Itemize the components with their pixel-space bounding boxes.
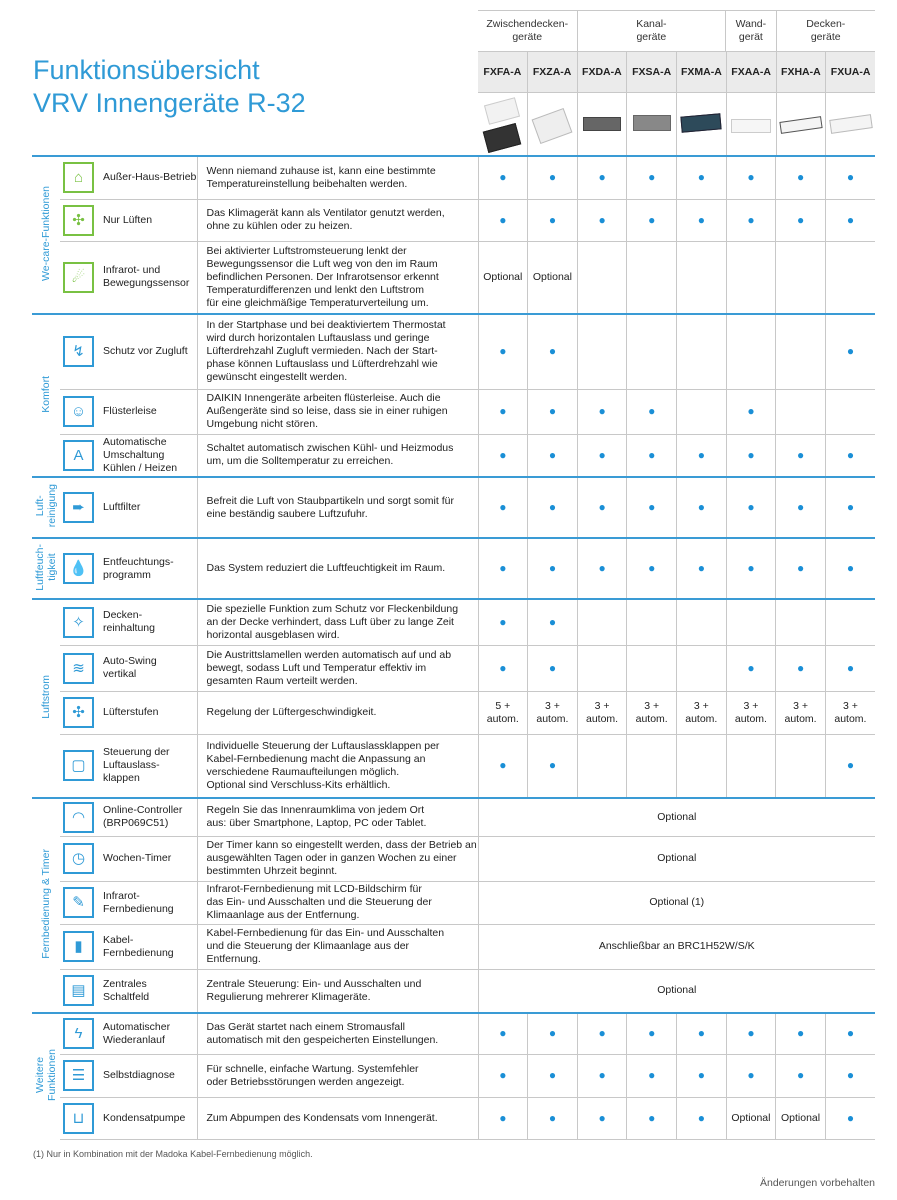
model-name: FXHA-A [776,52,826,92]
availability-cell [677,241,727,314]
function-name: Kabel- Fernbedienung [97,924,197,969]
product-image-cell [676,93,726,157]
function-name: Decken- reinhaltung [97,599,197,645]
function-name: Außer-Haus-Betrieb [97,156,197,199]
availability-cell: ● [825,1054,875,1097]
availability-cell: ● [577,156,627,199]
availability-cell [776,389,826,434]
dry-drops-icon: 💧 [63,553,94,584]
availability-cell: ● [577,538,627,599]
table-row [32,389,875,434]
product-image [779,116,822,134]
availability-cell: ● [726,1013,776,1054]
availability-cell [677,599,727,645]
availability-cell: ● [825,734,875,798]
table-row [32,836,875,881]
availability-cell: ● [627,538,677,599]
auto-changeover-icon: A [63,440,94,471]
function-name: Lüfterstufen [97,691,197,734]
function-table [32,155,875,1140]
icon-cell [60,1054,97,1097]
icon-cell [60,645,97,691]
availability-cell: ● [478,599,528,645]
availability-cell [677,734,727,798]
availability-cell: 3 + autom. [726,691,776,734]
central-control-icon: ▤ [63,975,94,1006]
product-image-cell [776,93,826,157]
function-name: Auto-Swing vertikal [97,645,197,691]
availability-cell: ● [577,434,627,477]
availability-cell: ● [726,199,776,241]
section-label [32,156,60,314]
availability-cell: ● [825,199,875,241]
availability-cell [776,599,826,645]
availability-cell: Optional [776,1097,826,1139]
product-image [681,113,722,132]
availability-cell [577,314,627,389]
availability-cell: 3 + autom. [677,691,727,734]
availability-cell: ● [528,156,578,199]
availability-cell: ● [677,434,727,477]
availability-cell: ● [528,538,578,599]
function-description: Der Timer kann so eingestellt werden, dass der Betrieb an ausgewählten Tagen oder in ganzen Wochen zu einer bestimmten Uhrzeit beginnt. [197,836,478,881]
availability-cell: ● [478,389,528,434]
section-label [32,798,60,1013]
availability-cell: ● [677,1097,727,1139]
section-label-text: Luftfeuch- tigkeit [34,543,58,591]
availability-cell [726,314,776,389]
page-title [33,54,306,120]
model-name: FXSA-A [626,52,676,92]
availability-cell: 3 + autom. [776,691,826,734]
online-controller-icon: ◠ [63,802,94,833]
group-header: Decken- geräte [776,11,876,51]
ceiling-soiling-icon: ✧ [63,607,94,638]
availability-cell: ● [478,199,528,241]
draft-prevention-icon: ↯ [63,336,94,367]
group-header-row [478,10,875,51]
availability-cell: ● [726,389,776,434]
availability-cell: ● [726,538,776,599]
wired-remote-icon: ▮ [63,931,94,962]
table-row [32,599,875,645]
function-description: Das Klimagerät kann als Ventilator genutzt werden, ohne zu kühlen oder zu heizen. [197,199,478,241]
fan-speed-icon: ✣ [63,697,94,728]
availability-cell: 3 + autom. [627,691,677,734]
house-key-icon: ⌂ [63,162,94,193]
availability-cell: ● [627,1097,677,1139]
availability-cell: ● [776,538,826,599]
availability-cell: ● [726,477,776,538]
table-row [32,798,875,836]
table-row [32,645,875,691]
availability-cell [627,645,677,691]
table-row [32,477,875,538]
footnote: (1) Nur in Kombination mit der Madoka Kabel-Fernbedienung möglich. [33,1149,313,1159]
air-filter-icon: ➨ [63,492,94,523]
availability-cell: ● [577,1097,627,1139]
table-row [32,924,875,969]
function-name: Kondensatpumpe [97,1097,197,1139]
function-description: Individuelle Steuerung der Luftauslassklappen per Kabel-Fernbedienung macht die Anpassung an verschiedene Raumaufteilungen möglich. Optional sind Verschluss-Kits erhältlich. [197,734,478,798]
product-image [532,108,573,144]
availability-cell: ● [528,389,578,434]
availability-all-models: Optional [478,836,875,881]
icon-cell [60,599,97,645]
availability-cell: ● [677,538,727,599]
function-name: Entfeuchtungs- programm [97,538,197,599]
function-description: Infrarot-Fernbedienung mit LCD-Bildschirm für das Ein- und Ausschalten und die Steuerung der Klimaanlage aus der Entfernung. [197,881,478,924]
icon-cell [60,434,97,477]
availability-cell: ● [627,1013,677,1054]
availability-cell: ● [776,1054,826,1097]
function-name: Selbstdiagnose [97,1054,197,1097]
section-label-text: Fernbedienung & Timer [40,849,52,959]
availability-cell: ● [627,389,677,434]
group-header: Kanal- geräte [577,11,726,51]
drain-pump-icon: ⊔ [63,1103,94,1134]
icon-cell [60,477,97,538]
function-name: Wochen-Timer [97,836,197,881]
product-image-cell [825,93,875,157]
availability-cell: ● [528,314,578,389]
function-description: Kabel-Fernbedienung für das Ein- und Ausschalten und die Steuerung der Klimaanlage aus der Entfernung. [197,924,478,969]
availability-cell: ● [577,1054,627,1097]
table-row [32,199,875,241]
availability-cell: ● [825,1013,875,1054]
availability-cell: ● [776,1013,826,1054]
table-row [32,538,875,599]
section-label [32,314,60,477]
availability-cell [577,241,627,314]
section-label-text: Weitere Funktionen [34,1049,58,1101]
availability-cell [627,314,677,389]
availability-all-models: Anschließbar an BRC1H52W/S/K [478,924,875,969]
section-label-text: Luftstrom [40,675,52,719]
availability-cell: ● [776,645,826,691]
availability-cell: ● [825,434,875,477]
availability-cell: 5 + autom. [478,691,528,734]
motion-sensor-icon: ☄ [63,262,94,293]
icon-cell [60,538,97,599]
icon-cell [60,734,97,798]
availability-cell: ● [478,477,528,538]
function-description: Befreit die Luft von Staubpartikeln und sorgt somit für eine beständig saubere Luftzufuhr. [197,477,478,538]
function-description: Regelung der Lüftergeschwindigkeit. [197,691,478,734]
availability-cell [726,599,776,645]
availability-cell [776,314,826,389]
group-header: Zwischendecken- geräte [486,18,569,43]
availability-cell: ● [478,538,528,599]
availability-cell: ● [528,599,578,645]
availability-cell: ● [776,477,826,538]
availability-all-models: Optional [478,798,875,836]
icon-cell [60,389,97,434]
availability-cell [627,241,677,314]
availability-cell: ● [677,199,727,241]
function-description: Die Austrittslamellen werden automatisch auf und ab bewegt, sodass Luft und Temperatur effektiv im gesamten Raum verteilt werden. [197,645,478,691]
availability-cell: ● [528,199,578,241]
model-name: FXFA-A [483,66,522,78]
function-name: Automatischer Wiederanlauf [97,1013,197,1054]
availability-cell: 3 + autom. [577,691,627,734]
auto-swing-icon: ≋ [63,653,94,684]
model-name: FXUA-A [825,52,875,92]
table-row [32,1097,875,1139]
availability-cell: ● [776,199,826,241]
function-name: Schutz vor Zugluft [97,314,197,389]
availability-cell [726,734,776,798]
model-name: FXZA-A [527,52,577,92]
availability-cell: Optional [528,241,578,314]
availability-cell: ● [478,1097,528,1139]
availability-cell: ● [726,434,776,477]
model-header-row [478,51,875,92]
table-row [32,969,875,1013]
function-description: Für schnelle, einfache Wartung. Systemfehler oder Betriebsstörungen werden angezeigt. [197,1054,478,1097]
table-row [32,881,875,924]
disclaimer: Änderungen vorbehalten [759,1177,875,1189]
section-label-text: Luft- reinigung [34,484,58,528]
availability-cell: ● [478,1054,528,1097]
availability-cell: ● [478,1013,528,1054]
availability-cell: ● [478,434,528,477]
product-image [483,123,522,153]
availability-cell: ● [825,477,875,538]
function-name: Automatische Umschaltung Kühlen / Heizen [97,434,197,477]
model-name: FXMA-A [676,52,726,92]
availability-cell: ● [528,1013,578,1054]
section-label [32,538,60,599]
product-image-row [478,92,875,157]
icon-cell [60,836,97,881]
availability-cell [577,734,627,798]
icon-cell [60,199,97,241]
flap-control-icon: ▢ [63,750,94,781]
auto-restart-icon: ϟ [63,1018,94,1049]
model-header [478,10,875,157]
product-image [829,114,873,134]
availability-cell: ● [528,734,578,798]
weekly-timer-icon: ◷ [63,843,94,874]
section-label-text: We-care-Funktionen [40,186,52,281]
availability-all-models: Optional (1) [478,881,875,924]
icon-cell [60,241,97,314]
function-description: Die spezielle Funktion zum Schutz vor Fleckenbildung an der Decke verhindert, dass Luft über zu lange Zeit horizontal ausgeblasen wird. [197,599,478,645]
icon-cell [60,314,97,389]
section-label-text: Komfort [40,375,52,413]
availability-cell: ● [478,156,528,199]
table-row [32,241,875,314]
model-name: FXAA-A [726,52,776,92]
availability-cell: ● [627,434,677,477]
table-row [32,156,875,199]
availability-cell: ● [577,1013,627,1054]
availability-cell: ● [577,389,627,434]
availability-cell [627,734,677,798]
availability-cell: ● [528,1097,578,1139]
availability-cell: 3 + autom. [528,691,578,734]
function-description: Zentrale Steuerung: Ein- und Ausschalten und Regulierung mehrerer Klimageräte. [197,969,478,1013]
availability-cell: ● [478,314,528,389]
product-image [484,97,520,125]
availability-cell: ● [677,1054,727,1097]
availability-cell [825,599,875,645]
availability-cell: ● [627,156,677,199]
function-name: Infrarot- und Bewegungssensor [97,241,197,314]
availability-cell: ● [825,156,875,199]
availability-cell [577,645,627,691]
section-label [32,1013,60,1139]
function-name: Zentrales Schaltfeld [97,969,197,1013]
availability-cell: ● [528,434,578,477]
title-line-2: VRV Innengeräte R-32 [33,88,306,118]
function-name: Nur Lüften [97,199,197,241]
section-label [32,477,60,538]
availability-cell [677,314,727,389]
availability-cell: ● [528,645,578,691]
product-image [731,119,771,133]
availability-cell [776,241,826,314]
availability-cell: ● [726,645,776,691]
availability-cell: ● [825,314,875,389]
availability-cell: ● [627,199,677,241]
section-label [32,599,60,798]
title-line-1: Funktionsübersicht [33,55,260,85]
availability-cell: ● [726,1054,776,1097]
icon-cell [60,1097,97,1139]
function-description: Schaltet automatisch zwischen Kühl- und Heizmodus um, um die Solltemperatur zu erreichen. [197,434,478,477]
availability-cell [825,389,875,434]
availability-cell: ● [677,477,727,538]
availability-cell: ● [577,477,627,538]
product-image-cell [577,93,627,157]
availability-cell: Optional [726,1097,776,1139]
availability-cell: ● [726,156,776,199]
function-name: Online-Controller (BRP069C51) [97,798,197,836]
icon-cell [60,881,97,924]
self-diagnosis-icon: ☰ [63,1060,94,1091]
availability-cell [825,241,875,314]
availability-cell: ● [528,477,578,538]
function-description: In der Startphase und bei deaktiviertem Thermostat wird durch horizontalen Luftauslass und geringe Lüfterdrehzahl Zugluft vermieden. Nach der Start- phase können Luftauslass und Lüfterdrehzahl wie gewünscht eingestellt werden. [197,314,478,389]
availability-cell [577,599,627,645]
availability-cell: ● [627,477,677,538]
availability-cell [726,241,776,314]
group-header: Wand- gerät [725,11,775,51]
product-image [583,117,621,131]
availability-cell: ● [825,1097,875,1139]
function-description: Das Gerät startet nach einem Stromausfall automatisch mit den gespeicherten Einstellungen. [197,1013,478,1054]
table-row [32,434,875,477]
table-row [32,1054,875,1097]
availability-cell: ● [677,156,727,199]
icon-cell [60,924,97,969]
table-row [32,314,875,389]
product-image-cell [626,93,676,157]
icon-cell [60,969,97,1013]
product-image-cell [726,93,776,157]
availability-cell: ● [825,645,875,691]
function-name: Infrarot- Fernbedienung [97,881,197,924]
infrared-remote-icon: ✎ [63,887,94,918]
function-name: Luftfilter [97,477,197,538]
availability-cell: ● [677,1013,727,1054]
availability-cell: ● [478,734,528,798]
function-name: Flüsterleise [97,389,197,434]
table-row [32,1013,875,1054]
whisper-face-icon: ☺ [63,396,94,427]
function-description: Zum Abpumpen des Kondensats vom Innengerät. [197,1097,478,1139]
product-image-cell [527,93,577,157]
table-row [32,691,875,734]
function-name: Steuerung der Luftauslass- klappen [97,734,197,798]
availability-cell: ● [627,1054,677,1097]
availability-cell: ● [577,199,627,241]
product-image-cell [478,93,527,157]
icon-cell [60,156,97,199]
availability-cell: ● [776,434,826,477]
availability-cell: 3 + autom. [825,691,875,734]
function-description: Regeln Sie das Innenraumklima von jedem Ort aus: über Smartphone, Laptop, PC oder Tablet. [197,798,478,836]
availability-cell [677,645,727,691]
function-description: Bei aktivierter Luftstromsteuerung lenkt der Bewegungssensor die Luft weg von den im Raum befindlichen Personen. Der Infrarotsensor erkennt Temperaturdifferenzen und lenkt den Luftstrom für eine gleichmäßige Temperaturverteilung um. [197,241,478,314]
icon-cell [60,691,97,734]
availability-cell [776,734,826,798]
availability-cell: ● [776,156,826,199]
availability-cell: Optional [478,241,528,314]
availability-cell [627,599,677,645]
function-description: DAIKIN Innengeräte arbeiten flüsterleise. Auch die Außengeräte sind so leise, dass sie in einer ruhigen Umgebung nicht stören. [197,389,478,434]
availability-cell [677,389,727,434]
product-image [633,115,671,131]
icon-cell [60,798,97,836]
function-description: Das System reduziert die Luftfeuchtigkeit im Raum. [197,538,478,599]
icon-cell [60,1013,97,1054]
table-row [32,734,875,798]
fan-icon: ✣ [63,205,94,236]
availability-cell: ● [478,645,528,691]
model-name: FXDA-A [577,52,627,92]
function-description: Wenn niemand zuhause ist, kann eine bestimmte Temperatureinstellung beibehalten werden. [197,156,478,199]
availability-cell: ● [825,538,875,599]
availability-all-models: Optional [478,969,875,1013]
availability-cell: ● [528,1054,578,1097]
